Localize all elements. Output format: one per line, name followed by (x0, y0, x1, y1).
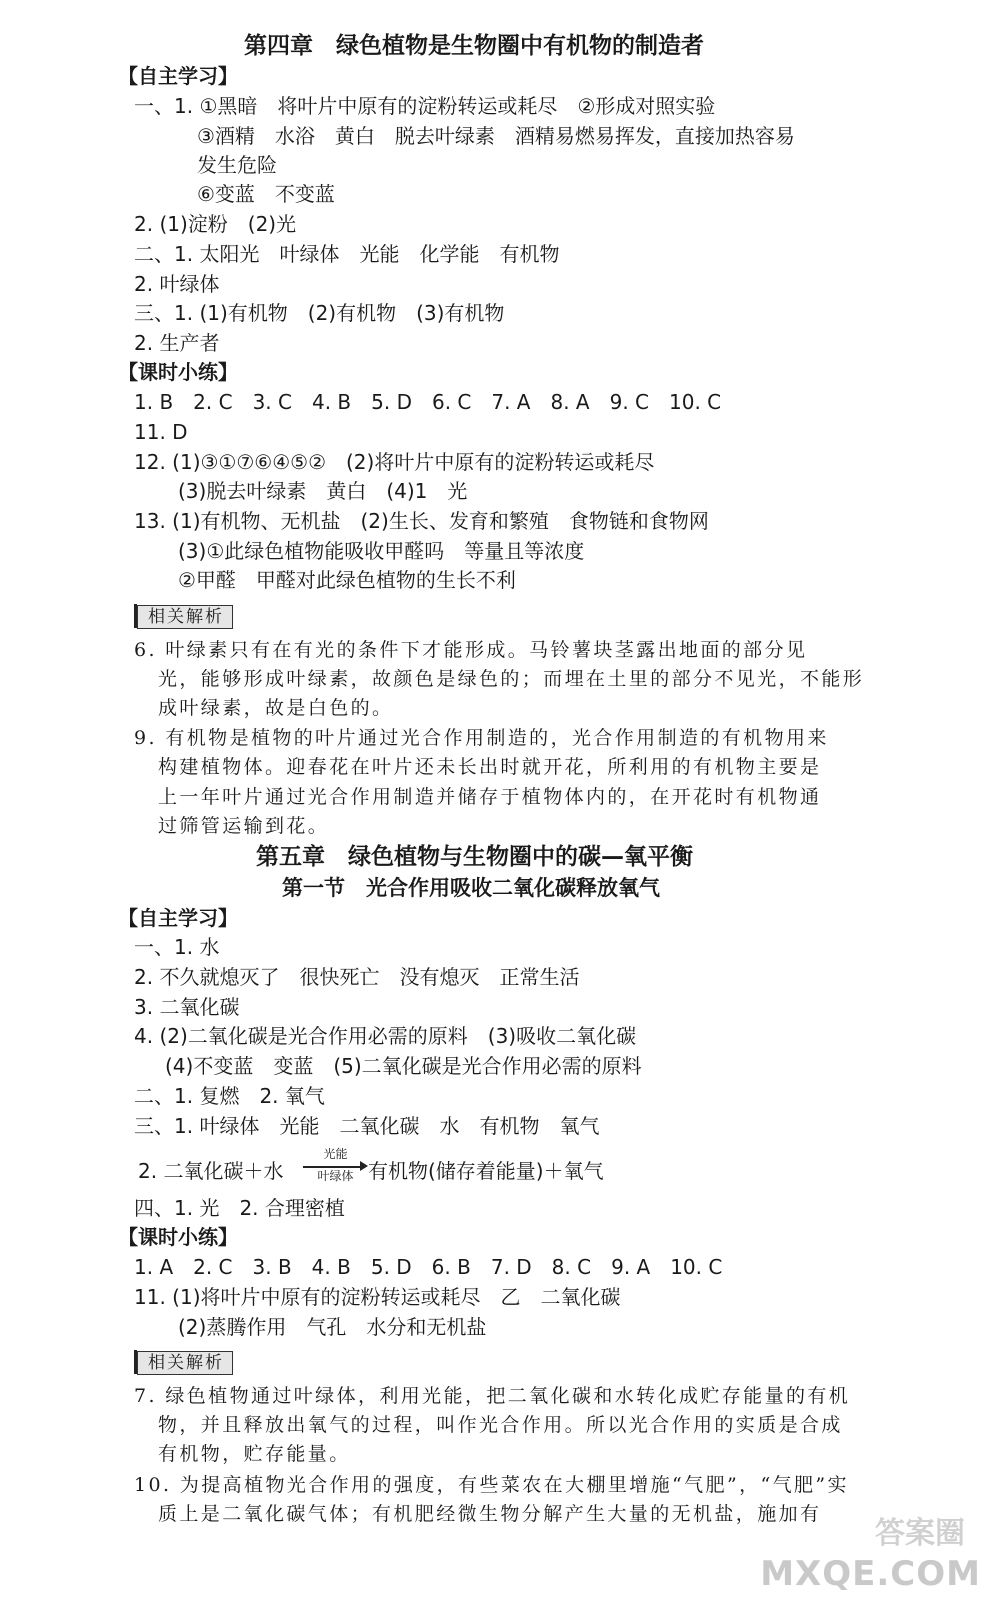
answer-line: 三、1. 叶绿体 光能 二氧化碳 水 有机物 氧气 (134, 1114, 600, 1138)
explanation-line: 构建植物体。迎春花在叶片还未长出时就开花，所利用的有机物主要是 (158, 756, 822, 778)
answer-line: 一、1. 水 (134, 935, 220, 959)
arrow-condition-light: 光能 (323, 1147, 348, 1161)
answer-line: ⑥变蓝 不变蓝 (197, 182, 335, 206)
explanation-line: 成叶绿素，故是白色的。 (158, 697, 394, 719)
answer-line: 三、1. (1)有机物 (2)有机物 (3)有机物 (134, 301, 505, 325)
answer-line: 四、1. 光 2. 合理密植 (134, 1196, 345, 1220)
explanation-line: 上一年叶片通过光合作用制造并储存于植物体内的，在开花时有机物通 (158, 786, 822, 808)
reaction-arrow (303, 1147, 368, 1187)
explanation-line: 物，并且释放出氧气的过程，叫作光合作用。所以光合作用的实质是合成 (158, 1414, 843, 1436)
watermark-url: MXQE.COM (760, 1554, 981, 1594)
answer-line: (3)①此绿色植物能吸收甲醛吗 等量且等浓度 (178, 539, 585, 563)
explanation-line: 6. 叶绿素只有在有光的条件下才能形成。马铃薯块茎露出地面的部分见 (134, 639, 808, 661)
section-heading-keshi: 【课时小练】 (118, 360, 238, 384)
answer-line: 2. (1)淀粉 (2)光 (134, 212, 297, 236)
answer-line: 3. 二氧化碳 (134, 995, 240, 1019)
section-heading-zizhu: 【自主学习】 (118, 906, 238, 930)
answer-line: ③酒精 水浴 黄白 脱去叶绿素 酒精易燃易挥发，直接加热容易 (197, 124, 795, 148)
answer-line: 二、1. 太阳光 叶绿体 光能 化学能 有机物 (134, 242, 560, 266)
answer-line: 12. (1)③①⑦⑥④⑤② (2)将叶片中原有的淀粉转运或耗尽 (134, 450, 655, 474)
answer-line: (4)不变蓝 变蓝 (5)二氧化碳是光合作用必需的原料 (165, 1054, 642, 1078)
answer-line: 2. 生产者 (134, 331, 220, 355)
answer-line: 1. A 2. C 3. B 4. B 5. D 6. B 7. D 8. C 9. A 10. C (134, 1255, 723, 1279)
analysis-tag-label: 相关解析 (148, 607, 224, 627)
chapter-4-title: 第四章 绿色植物是生物圈中有机物的制造者 (244, 33, 704, 59)
arrow-shaft (303, 1166, 365, 1168)
explanation-line: 质上是二氧化碳气体；有机肥经微生物分解产生大量的无机盐，施加有 (158, 1503, 822, 1525)
answer-line: (2)蒸腾作用 气孔 水分和无机盐 (178, 1315, 487, 1339)
explanation-line: 过筛管运输到花。 (158, 815, 330, 837)
answer-line: 1. B 2. C 3. C 4. B 5. D 6. C 7. A 8. A 9. C 10. C (134, 390, 722, 414)
explanation-line: 有机物，贮存能量。 (158, 1443, 351, 1465)
explanation-line: 7. 绿色植物通过叶绿体，利用光能，把二氧化碳和水转化成贮存能量的有机 (134, 1385, 851, 1407)
answer-line: 11. (1)将叶片中原有的淀粉转运或耗尽 乙 二氧化碳 (134, 1285, 621, 1309)
arrow-condition-chloroplast: 叶绿体 (317, 1169, 354, 1183)
answer-line: 发生危险 (197, 153, 277, 177)
answer-line: 二、1. 复燃 2. 氧气 (134, 1084, 325, 1108)
answer-line: 2. 叶绿体 (134, 272, 220, 296)
analysis-tag (137, 1351, 233, 1375)
answer-line: (3)脱去叶绿素 黄白 (4)1 光 (178, 479, 468, 503)
answer-line: 4. (2)二氧化碳是光合作用必需的原料 (3)吸收二氧化碳 (134, 1024, 637, 1048)
section-heading-keshi: 【课时小练】 (118, 1225, 238, 1249)
watermark-logo: 答案圈 (875, 1516, 965, 1551)
answer-line: ②甲醛 甲醛对此绿色植物的生长不利 (178, 568, 516, 592)
analysis-tag-label: 相关解析 (148, 1353, 224, 1373)
answer-line: 13. (1)有机物、无机盐 (2)生长、发育和繁殖 食物链和食物网 (134, 509, 709, 533)
section-heading-zizhu: 【自主学习】 (118, 64, 238, 88)
explanation-line: 10. 为提高植物光合作用的强度，有些菜农在大棚里增施“气肥”，“气肥”实 (134, 1474, 849, 1496)
answer-line: 2. 不久就熄灭了 很快死亡 没有熄灭 正常生活 (134, 965, 580, 989)
analysis-tag (137, 605, 233, 629)
chapter-5-title: 第五章 绿色植物与生物圈中的碳—氧平衡 (256, 844, 693, 870)
answer-line: 11. D (134, 420, 188, 444)
explanation-line: 9. 有机物是植物的叶片通过光合作用制造的，光合作用制造的有机物用来 (134, 727, 829, 749)
equation-products: 有机物(储存着能量)＋氧气 (368, 1159, 604, 1183)
explanation-line: 光，能够形成叶绿素，故颜色是绿色的；而埋在土里的部分不见光，不能形 (158, 668, 865, 690)
section-1-title: 第一节 光合作用吸收二氧化碳释放氧气 (282, 876, 660, 900)
equation-reactants: 2. 二氧化碳＋水 (138, 1159, 284, 1183)
answer-line: 一、1. ①黑暗 将叶片中原有的淀粉转运或耗尽 ②形成对照实验 (134, 94, 716, 118)
